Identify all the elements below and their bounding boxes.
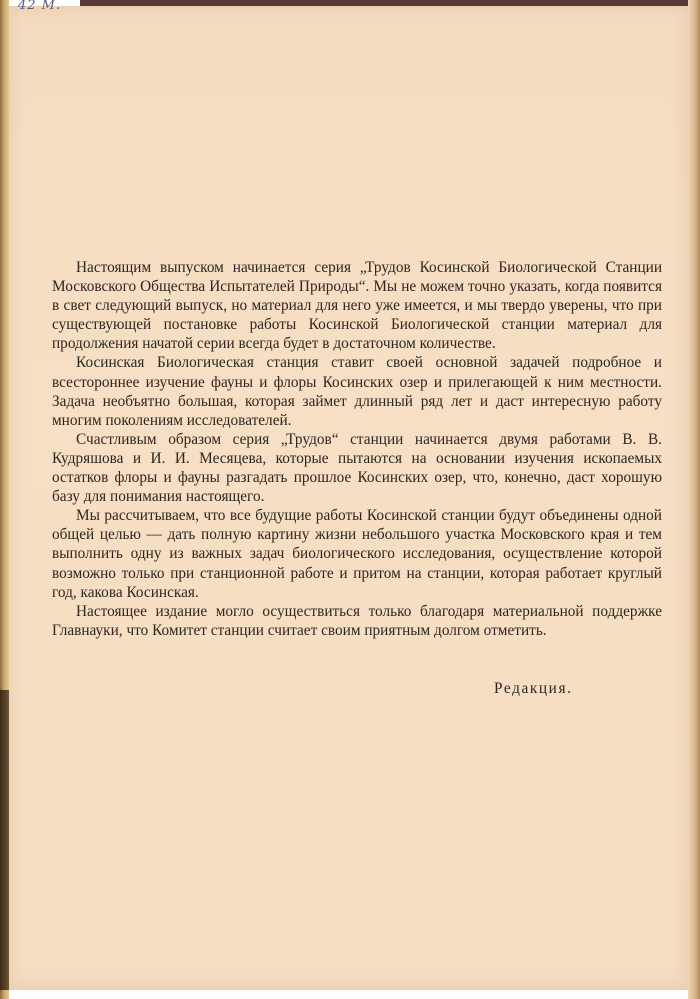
top-edge-band bbox=[80, 0, 700, 6]
paragraph-3: Счастливым образом серия „Трудов“ станции начинается двумя работами В. В. Кудряшова и И. И. Месяцева, которые пытаются на основании изучения ископаемых остатков флоры и фауны разгадать прошлое Косинских озер, что, конечно, даст хорошую базу для понимания настоящего. bbox=[52, 430, 662, 506]
paragraph-2: Косинская Биологическая станция ставит своей основной задачей подробное и всестороннее изучение фауны и флоры Косинских озер и прилегающей к ним местности. Задача необъятно большая, которая займет длинный ряд лет и даст интересную работу многим поколениям исследователей. bbox=[52, 354, 662, 429]
paragraph-1: Настоящим выпуском начинается серия „Трудов Косинской Биологической Станции Московского Общества Испытателей Природы“. Мы не можем точно указать, когда появится в свет следующий выпуск, но материал для него уже имеется, и мы твердо уверены, что при существующей постановке работы Косинской Биологической станции материал для продолжения начатой серии всегда будет в достаточном количестве. bbox=[52, 259, 662, 353]
archive-mark: 42 М. bbox=[18, 0, 62, 13]
right-page-edge bbox=[688, 0, 700, 999]
paragraph-5: Настоящее издание могло осуществиться только благодаря материальной поддержке Главнауки, что Комитет станции считает своим приятным долгом отметить. bbox=[52, 602, 662, 639]
paragraph-4: Мы рассчитываем, что все будущие работы Косинской станции будут объединены одной общей целью — дать полную картину жизни небольшого участка Московского края и тем выполнить одну из важных задач биологического исследования, осуществление которой возможно только при станционной работе и притом на станции, которая работает круглый год, какова Косинская. bbox=[52, 507, 662, 601]
preface-text bbox=[52, 258, 662, 640]
binding-shadow bbox=[0, 690, 9, 990]
signature: Редакция. bbox=[494, 680, 573, 697]
